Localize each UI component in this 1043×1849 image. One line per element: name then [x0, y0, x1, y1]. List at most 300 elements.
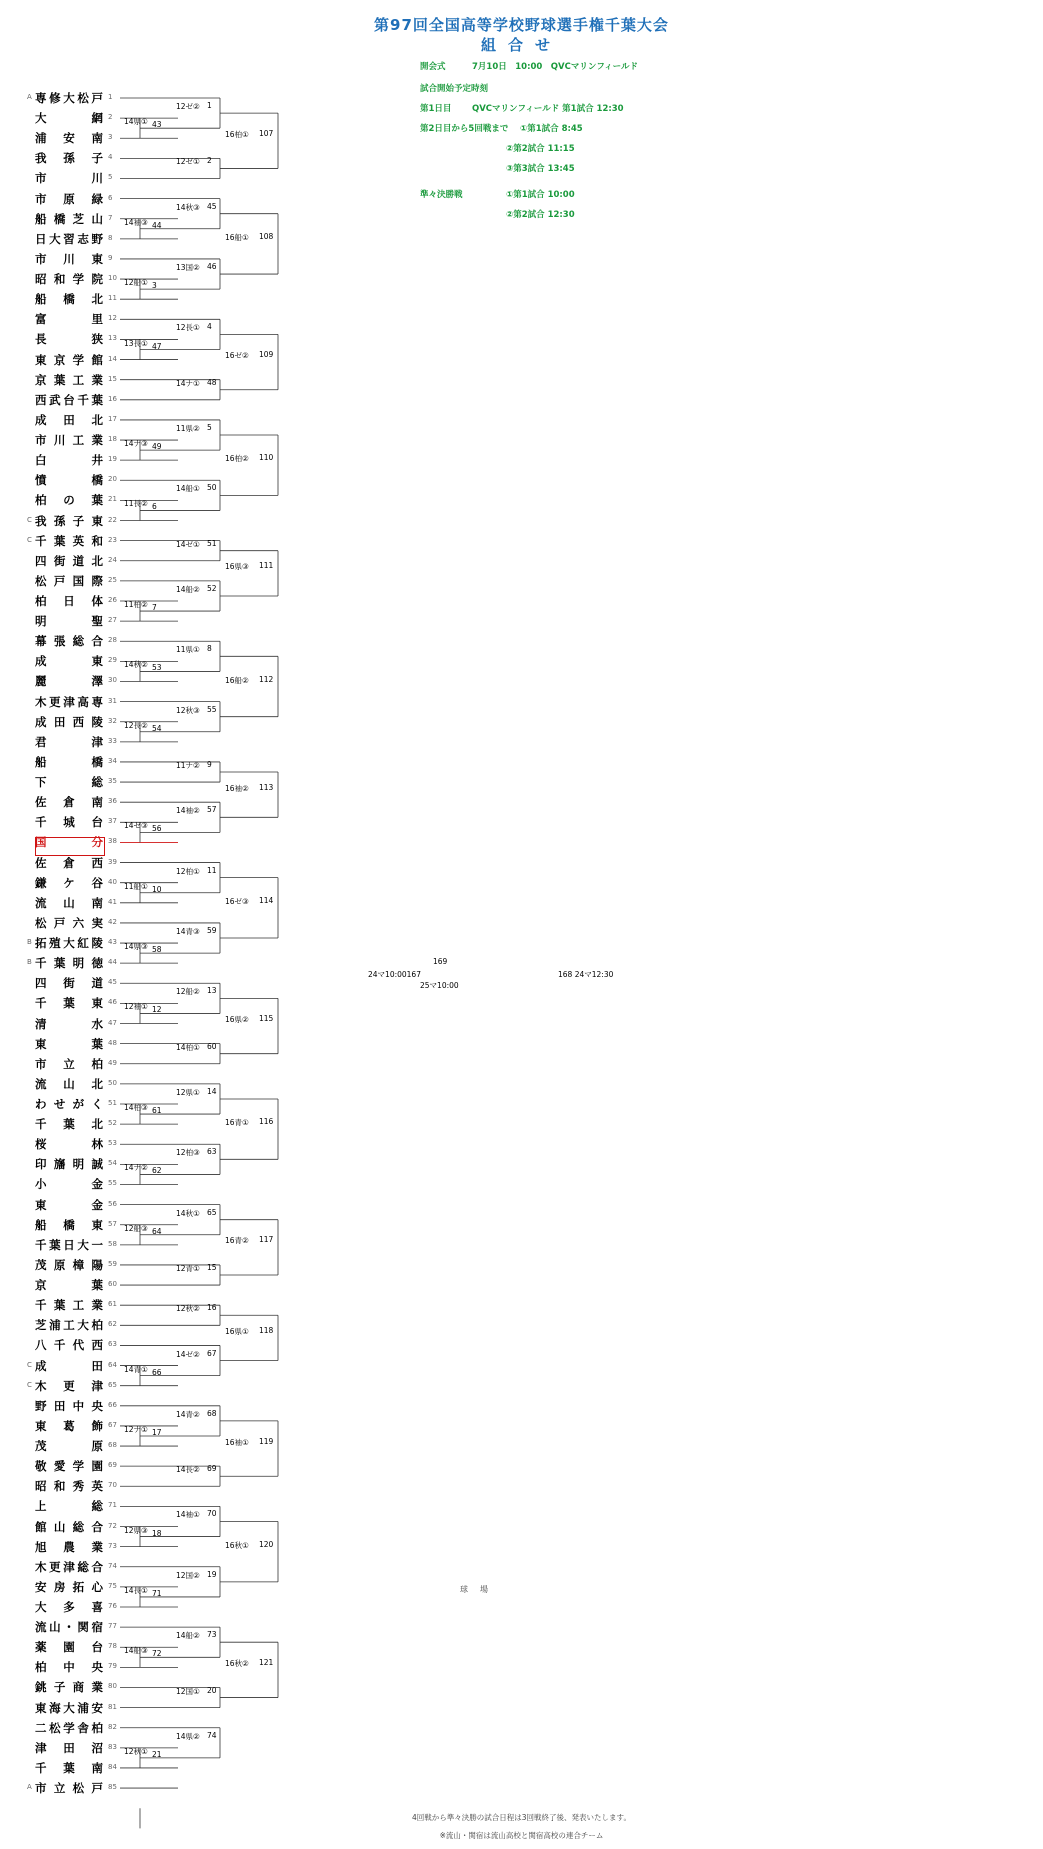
school-left-40: 鎌 ケ 谷 — [35, 875, 103, 890]
school-left-59: 茂原樟陽 — [35, 1257, 103, 1272]
r1-pre-left-num-18: 53 — [152, 663, 162, 673]
school-number-left-62: 62 — [108, 1320, 117, 1329]
school-number-left-14: 14 — [108, 354, 117, 363]
r2-left-label-3: 16柏② — [225, 454, 249, 464]
school-left-50: 流 山 北 — [35, 1076, 103, 1091]
school-left-79: 柏 中 央 — [35, 1660, 103, 1675]
school-number-left-65: 65 — [108, 1380, 117, 1389]
school-number-left-71: 71 — [108, 1501, 117, 1510]
r2-left-label-11: 16県① — [225, 1326, 249, 1336]
school-left-30: 麗 澤 — [35, 674, 103, 689]
school-left-5: 市 川 — [35, 171, 103, 186]
school-left-31: 木更津高専 — [35, 694, 103, 709]
school-left-39: 佐 倉 西 — [35, 855, 103, 870]
school-number-left-48: 48 — [108, 1038, 117, 1047]
r1-pre-left-label-52: 12秋① — [124, 1746, 148, 1756]
r1-left-num-51: 20 — [207, 1685, 217, 1695]
school-left-41: 流 山 南 — [35, 895, 103, 910]
page-title: 第97回全国高等学校野球選手権千葉大会 — [374, 16, 669, 34]
r2-left-num-1: 108 — [259, 231, 274, 241]
school-number-left-83: 83 — [108, 1742, 117, 1751]
r1-pre-left-label-16: 11柏② — [124, 600, 148, 610]
school-number-left-15: 15 — [108, 374, 117, 383]
school-left-36: 佐 倉 南 — [35, 795, 103, 810]
opening-label: 開会式 — [420, 62, 446, 72]
r1-pre-left-label-42: 12ナ① — [124, 1424, 148, 1434]
qf-label: 準々決勝戦 — [420, 190, 463, 200]
r1-left-num-50: 73 — [207, 1630, 217, 1640]
r1-left-num-43: 68 — [207, 1408, 217, 1418]
day1-label: 第1日目 — [420, 104, 452, 114]
school-number-left-64: 64 — [108, 1360, 117, 1369]
school-number-left-30: 30 — [108, 676, 117, 685]
r1-left-num-41: 67 — [207, 1348, 217, 1358]
r1-left-label-2: 12ゼ② — [176, 102, 200, 112]
school-left-11: 船 橋 北 — [35, 292, 103, 307]
school-number-left-78: 78 — [108, 1642, 117, 1651]
r1-pre-left-num-42: 17 — [152, 1427, 162, 1437]
r1-left-label-50: 14船② — [176, 1631, 200, 1641]
school-left-26: 柏 日 体 — [35, 594, 103, 608]
bracket-mark-left-3: C — [27, 535, 32, 544]
school-number-left-40: 40 — [108, 877, 117, 886]
school-left-22: 我孫子東 — [35, 513, 103, 528]
school-number-left-85: 85 — [108, 1783, 117, 1792]
r1-pre-left-num-40: 66 — [152, 1367, 162, 1377]
r2-left-label-8: 16県② — [225, 1015, 249, 1025]
school-number-left-63: 63 — [108, 1340, 117, 1349]
r2-left-label-4: 16県③ — [225, 562, 249, 572]
school-left-56: 東 金 — [35, 1197, 103, 1212]
school-number-left-66: 66 — [108, 1400, 117, 1409]
school-number-left-52: 52 — [108, 1119, 117, 1128]
school-left-45: 四 街 道 — [35, 976, 103, 991]
school-number-left-58: 58 — [108, 1239, 117, 1248]
school-number-left-26: 26 — [108, 596, 117, 604]
school-number-left-21: 21 — [108, 495, 117, 504]
school-left-6: 市 原 緑 — [35, 191, 103, 206]
r1-left-num-44: 69 — [207, 1464, 217, 1474]
school-left-16: 西武台千葉 — [35, 392, 103, 407]
school-number-left-24: 24 — [108, 555, 117, 564]
r1-left-num-7: 46 — [207, 262, 217, 272]
r1-left-label-44: 14長② — [176, 1465, 200, 1475]
r1-pre-left-label-1: 14県① — [124, 117, 148, 127]
r2-left-num-2: 109 — [259, 350, 274, 360]
r1-pre-left-num-27: 58 — [152, 945, 162, 955]
r2-left-label-14: 16秋② — [225, 1658, 249, 1668]
r1-pre-left-num-36: 64 — [152, 1226, 162, 1236]
school-number-left-41: 41 — [108, 897, 117, 906]
r2-left-num-8: 115 — [259, 1014, 274, 1024]
r1-left-label-46: 14袖① — [176, 1510, 200, 1520]
school-number-left-29: 29 — [108, 656, 117, 665]
r1-pre-left-label-6: 12船① — [124, 278, 148, 288]
r1-left-num-35: 63 — [207, 1147, 217, 1157]
r1-left-label-22: 11ナ② — [176, 761, 200, 771]
r1-pre-left-label-18: 14秋② — [124, 660, 148, 670]
r1-pre-left-num-29: 12 — [152, 1005, 162, 1015]
r1-left-num-3: 2 — [207, 156, 212, 166]
school-left-55: 小 金 — [35, 1177, 103, 1192]
qf-game2: ②第2試合 12:30 — [506, 210, 575, 220]
bracket-mark-left-6: C — [27, 1360, 32, 1369]
school-number-left-4: 4 — [108, 153, 113, 162]
r1-left-label-48: 12国② — [176, 1570, 200, 1580]
school-number-left-20: 20 — [108, 475, 117, 484]
school-left-19: 白 井 — [35, 453, 103, 468]
school-left-52: 千 葉 北 — [35, 1117, 103, 1132]
r2-left-label-12: 16袖① — [225, 1437, 249, 1447]
school-left-28: 幕張総合 — [35, 634, 103, 649]
school-number-left-17: 17 — [108, 414, 117, 423]
r1-left-num-31: 60 — [207, 1041, 217, 1051]
school-number-left-57: 57 — [108, 1219, 117, 1228]
school-left-2: 大 網 — [35, 111, 103, 126]
r1-pre-left-label-20: 12長② — [124, 720, 148, 730]
r1-left-num-5: 45 — [207, 201, 217, 211]
school-number-left-38: 38 — [108, 837, 117, 846]
school-number-left-25: 25 — [108, 575, 117, 584]
school-left-1: 専修大松戸 — [35, 91, 103, 105]
school-left-68: 茂 原 — [35, 1439, 103, 1454]
r2-left-label-0: 16柏① — [225, 129, 249, 139]
school-number-left-55: 55 — [108, 1179, 117, 1188]
school-number-left-9: 9 — [108, 253, 113, 262]
r1-pre-left-num-47: 71 — [152, 1588, 162, 1598]
school-left-8: 日大習志野 — [35, 231, 103, 246]
school-left-82: 二松学舎柏 — [35, 1720, 103, 1735]
r1-left-label-21: 12秋③ — [176, 705, 200, 715]
r1-pre-left-label-27: 14県③ — [124, 942, 148, 952]
school-left-35: 下 総 — [35, 775, 103, 790]
r1-left-label-35: 12柏③ — [176, 1148, 200, 1158]
school-left-66: 野田中央 — [35, 1398, 103, 1413]
school-number-left-45: 45 — [108, 978, 117, 987]
school-number-left-44: 44 — [108, 958, 117, 967]
r1-left-label-30: 12船② — [176, 987, 200, 997]
r1-pre-left-label-40: 14青① — [124, 1364, 148, 1374]
school-number-left-39: 39 — [108, 857, 117, 866]
r2-left-label-1: 16船① — [225, 232, 249, 242]
school-number-left-6: 6 — [108, 193, 113, 202]
school-number-left-31: 31 — [108, 696, 117, 705]
r1-left-num-48: 19 — [207, 1569, 217, 1579]
school-left-32: 成田西陵 — [35, 714, 103, 729]
r2-left-num-14: 121 — [259, 1657, 274, 1667]
school-number-left-18: 18 — [108, 435, 117, 444]
r1-left-num-26: 11 — [207, 865, 217, 875]
bracket-mark-left-0: A — [27, 93, 32, 101]
r1-pre-left-num-1: 43 — [152, 120, 162, 130]
school-number-left-80: 80 — [108, 1682, 117, 1691]
school-left-21: 柏 の 葉 — [35, 493, 103, 508]
school-number-left-69: 69 — [108, 1461, 117, 1470]
r2-left-num-5: 112 — [259, 674, 274, 684]
r1-pre-left-num-6: 3 — [152, 281, 157, 291]
school-left-84: 千 葉 南 — [35, 1760, 103, 1775]
school-left-17: 成 田 北 — [35, 412, 103, 427]
school-left-33: 君 津 — [35, 734, 103, 749]
r1-left-num-2: 1 — [207, 101, 212, 111]
school-left-69: 敬愛学園 — [35, 1459, 103, 1474]
r1-left-label-9: 12長① — [176, 323, 200, 333]
r1-pre-left-label-29: 12袖① — [124, 1002, 148, 1012]
r1-pre-left-label-4: 14袖③ — [124, 217, 148, 227]
r2-left-num-7: 114 — [259, 895, 274, 905]
times-heading: 試合開始予定時刻 — [420, 84, 489, 94]
school-number-left-12: 12 — [108, 314, 117, 323]
r2-left-label-13: 16秋① — [225, 1540, 249, 1550]
r1-left-num-22: 9 — [207, 760, 212, 770]
day2-label: 第2日目から5回戦まで — [420, 124, 509, 134]
school-number-left-53: 53 — [108, 1139, 117, 1148]
school-left-58: 千葉日大一 — [35, 1237, 103, 1252]
r1-pre-left-num-13: 6 — [152, 502, 157, 512]
r1-pre-left-num-8: 47 — [152, 341, 162, 351]
school-left-37: 千 城 台 — [35, 815, 103, 830]
school-left-38: 国 分 — [35, 835, 103, 850]
school-left-47: 清 水 — [35, 1016, 103, 1031]
school-left-49: 市 立 柏 — [35, 1056, 103, 1071]
r1-left-num-39: 16 — [207, 1303, 217, 1313]
school-number-left-35: 35 — [108, 777, 117, 786]
school-number-left-70: 70 — [108, 1481, 117, 1490]
school-number-left-23: 23 — [108, 535, 117, 544]
school-number-left-61: 61 — [108, 1300, 117, 1309]
r1-pre-left-label-13: 11長② — [124, 499, 148, 509]
school-left-72: 館山総合 — [35, 1519, 103, 1534]
r2-left-num-10: 117 — [259, 1235, 274, 1245]
school-left-34: 船 橋 — [35, 754, 103, 769]
note-schedule: 4回戦から準々決勝の試合日程は3回戦終了後、発表いたします。 — [412, 1813, 631, 1822]
r1-pre-left-num-52: 21 — [152, 1749, 162, 1759]
school-number-left-77: 77 — [108, 1622, 117, 1631]
r1-pre-left-label-23: 14ゼ③ — [124, 821, 148, 831]
school-left-57: 船 橋 東 — [35, 1217, 103, 1232]
school-number-left-51: 51 — [108, 1099, 117, 1107]
school-number-left-7: 7 — [108, 213, 113, 222]
school-left-76: 大 多 喜 — [35, 1600, 103, 1614]
r1-pre-left-label-45: 12県③ — [124, 1525, 148, 1535]
school-number-left-50: 50 — [108, 1078, 117, 1087]
stadium-heading: 球場 — [460, 1585, 500, 1594]
school-left-51: わせがく — [35, 1097, 103, 1111]
school-number-left-33: 33 — [108, 736, 117, 745]
school-left-63: 八千代西 — [35, 1338, 103, 1353]
day2-game1: ①第1試合 8:45 — [520, 124, 583, 134]
r1-pre-left-label-25: 11船① — [124, 881, 148, 891]
school-number-left-49: 49 — [108, 1058, 117, 1067]
school-number-left-67: 67 — [108, 1420, 117, 1429]
school-number-left-74: 74 — [108, 1561, 117, 1570]
r1-left-label-53: 14県② — [176, 1731, 200, 1741]
school-number-left-79: 79 — [108, 1662, 117, 1671]
school-left-75: 安房拓心 — [35, 1579, 103, 1594]
school-left-73: 旭 農 業 — [35, 1539, 103, 1554]
r1-pre-left-label-36: 12船③ — [124, 1223, 148, 1233]
r1-left-num-24: 57 — [207, 805, 217, 815]
r2-left-num-4: 111 — [259, 561, 274, 571]
school-left-20: 憤 橋 — [35, 473, 103, 488]
r1-left-label-31: 14柏① — [176, 1042, 200, 1052]
school-left-15: 京葉工業 — [35, 372, 103, 387]
r1-left-label-19: 11県① — [176, 645, 200, 655]
opening-value: 7月10日 10:00 QVCマリンフィールド — [472, 62, 638, 72]
school-number-left-32: 32 — [108, 716, 117, 725]
r2-left-label-5: 16船② — [225, 675, 249, 685]
school-number-left-3: 3 — [108, 133, 113, 142]
r2-left-label-10: 16青② — [225, 1236, 249, 1246]
school-left-12: 富 里 — [35, 312, 103, 327]
bracket-mark-left-1: A — [27, 1783, 32, 1792]
r1-left-num-9: 4 — [207, 322, 212, 332]
school-left-42: 松戸六実 — [35, 915, 103, 930]
highlight-box-kokubun — [35, 837, 105, 856]
school-number-left-22: 22 — [108, 515, 117, 524]
school-left-13: 長 狭 — [35, 332, 103, 347]
school-left-10: 昭和学院 — [35, 272, 103, 287]
r1-left-num-53: 74 — [207, 1730, 217, 1740]
school-left-14: 東京学館 — [35, 352, 103, 367]
school-number-left-2: 2 — [108, 113, 113, 122]
stadium-legend — [460, 1580, 500, 1601]
school-left-7: 船橋芝山 — [35, 211, 103, 226]
r1-left-num-37: 65 — [207, 1207, 217, 1217]
r2-left-num-0: 107 — [259, 128, 274, 138]
day1-value: QVCマリンフィールド 第1試合 12:30 — [472, 104, 624, 114]
school-number-left-10: 10 — [108, 274, 117, 283]
r1-left-num-19: 8 — [207, 644, 212, 654]
r2-left-label-2: 16ゼ② — [225, 351, 249, 361]
school-number-left-37: 37 — [108, 817, 117, 826]
school-number-left-47: 47 — [108, 1018, 117, 1027]
school-left-81: 東海大浦安 — [35, 1700, 103, 1715]
school-left-18: 市川工業 — [35, 433, 103, 448]
r1-left-label-37: 14秋① — [176, 1208, 200, 1218]
school-number-left-36: 36 — [108, 797, 117, 806]
r1-left-label-24: 14袖② — [176, 806, 200, 816]
r1-pre-left-num-32: 61 — [152, 1106, 162, 1116]
school-left-24: 四街道北 — [35, 553, 103, 568]
school-left-54: 印旛明誠 — [35, 1157, 103, 1172]
school-number-left-60: 60 — [108, 1280, 117, 1289]
school-number-left-56: 56 — [108, 1199, 117, 1208]
r1-left-num-38: 15 — [207, 1263, 217, 1273]
school-number-left-76: 76 — [108, 1602, 117, 1610]
r2-left-label-7: 16ゼ③ — [225, 896, 249, 906]
school-number-left-46: 46 — [108, 998, 117, 1007]
r2-left-label-9: 16青① — [225, 1118, 249, 1128]
r1-left-label-41: 14ゼ② — [176, 1349, 200, 1359]
school-left-46: 千 葉 東 — [35, 996, 103, 1011]
bracket-mark-left-7: C — [27, 1380, 32, 1389]
school-left-71: 上 総 — [35, 1499, 103, 1514]
page-subtitle: 組合せ — [480, 36, 562, 54]
r1-left-label-14: 14船① — [176, 484, 200, 494]
r1-pre-left-label-34: 14ナ② — [124, 1163, 148, 1173]
school-number-left-5: 5 — [108, 173, 113, 182]
school-number-left-8: 8 — [108, 233, 113, 242]
final-label: 25マ10:00 — [420, 981, 459, 990]
school-left-4: 我 孫 子 — [35, 151, 103, 166]
r1-left-label-26: 12柏① — [176, 866, 200, 876]
school-number-left-72: 72 — [108, 1521, 117, 1530]
bracket-mark-left-5: B — [27, 958, 32, 967]
r1-pre-left-num-25: 10 — [152, 884, 162, 894]
r2-left-num-9: 116 — [259, 1117, 274, 1127]
school-number-left-73: 73 — [108, 1541, 117, 1550]
school-left-78: 薬 園 台 — [35, 1640, 103, 1655]
r1-left-num-12: 5 — [207, 423, 212, 432]
r1-pre-left-label-32: 14柏③ — [124, 1103, 148, 1113]
r1-left-num-10: 48 — [207, 377, 217, 387]
school-left-27: 明 聖 — [35, 614, 103, 629]
r1-left-label-3: 12ゼ① — [176, 157, 200, 167]
r1-left-num-21: 55 — [207, 704, 217, 714]
school-left-3: 浦 安 南 — [35, 131, 103, 146]
r1-pre-left-num-49: 72 — [152, 1649, 162, 1659]
school-number-left-81: 81 — [108, 1702, 117, 1711]
school-left-77: 流山・関宿 — [35, 1620, 103, 1635]
r1-left-label-51: 12国① — [176, 1686, 200, 1696]
school-number-left-28: 28 — [108, 636, 117, 645]
school-number-left-59: 59 — [108, 1259, 117, 1268]
qf-game1: ①第1試合 10:00 — [506, 190, 575, 200]
r1-left-num-15: 51 — [207, 538, 217, 548]
r1-left-num-33: 14 — [207, 1086, 217, 1096]
school-left-61: 千葉工業 — [35, 1298, 103, 1313]
school-left-29: 成 東 — [35, 654, 103, 669]
school-left-25: 松戸国際 — [35, 573, 103, 588]
school-left-83: 津 田 沼 — [35, 1740, 103, 1755]
school-number-left-11: 11 — [108, 294, 117, 303]
school-number-left-82: 82 — [108, 1722, 117, 1731]
school-left-53: 桜 林 — [35, 1137, 103, 1152]
r1-left-label-28: 14青③ — [176, 927, 200, 936]
r1-pre-left-num-45: 18 — [152, 1528, 162, 1538]
semifinal-right: 168 24マ12:30 — [558, 970, 614, 979]
r1-left-label-12: 11県② — [176, 424, 200, 433]
school-left-74: 木更津総合 — [35, 1559, 103, 1574]
r1-left-label-17: 14船② — [176, 584, 200, 594]
school-number-left-16: 16 — [108, 394, 117, 403]
r1-left-num-46: 70 — [207, 1509, 217, 1519]
school-left-85: 市立松戸 — [35, 1781, 103, 1796]
school-number-left-1: 1 — [108, 93, 113, 101]
r1-pre-left-num-4: 44 — [152, 220, 162, 230]
r1-left-label-10: 14ナ① — [176, 378, 200, 388]
r2-left-num-6: 113 — [259, 782, 274, 792]
r1-pre-left-num-34: 62 — [152, 1166, 162, 1176]
r1-left-num-17: 52 — [207, 583, 217, 593]
r1-left-num-30: 13 — [207, 986, 217, 996]
school-left-80: 銚子商業 — [35, 1680, 103, 1695]
r1-pre-left-label-11: 14ナ③ — [124, 439, 148, 449]
school-left-44: 千葉明徳 — [35, 956, 103, 971]
r2-left-label-6: 16袖② — [225, 783, 249, 793]
r1-left-label-43: 14青② — [176, 1409, 200, 1419]
school-left-60: 京 葉 — [35, 1278, 103, 1293]
school-number-left-43: 43 — [108, 938, 117, 947]
school-left-23: 千葉英和 — [35, 533, 103, 548]
school-left-9: 市 川 東 — [35, 251, 103, 266]
day2-game2: ②第2試合 11:15 — [506, 144, 575, 154]
r1-pre-left-label-49: 14船③ — [124, 1646, 148, 1656]
school-left-70: 昭和秀英 — [35, 1479, 103, 1494]
r1-left-label-7: 13国② — [176, 263, 200, 273]
r1-left-num-28: 59 — [207, 926, 217, 935]
